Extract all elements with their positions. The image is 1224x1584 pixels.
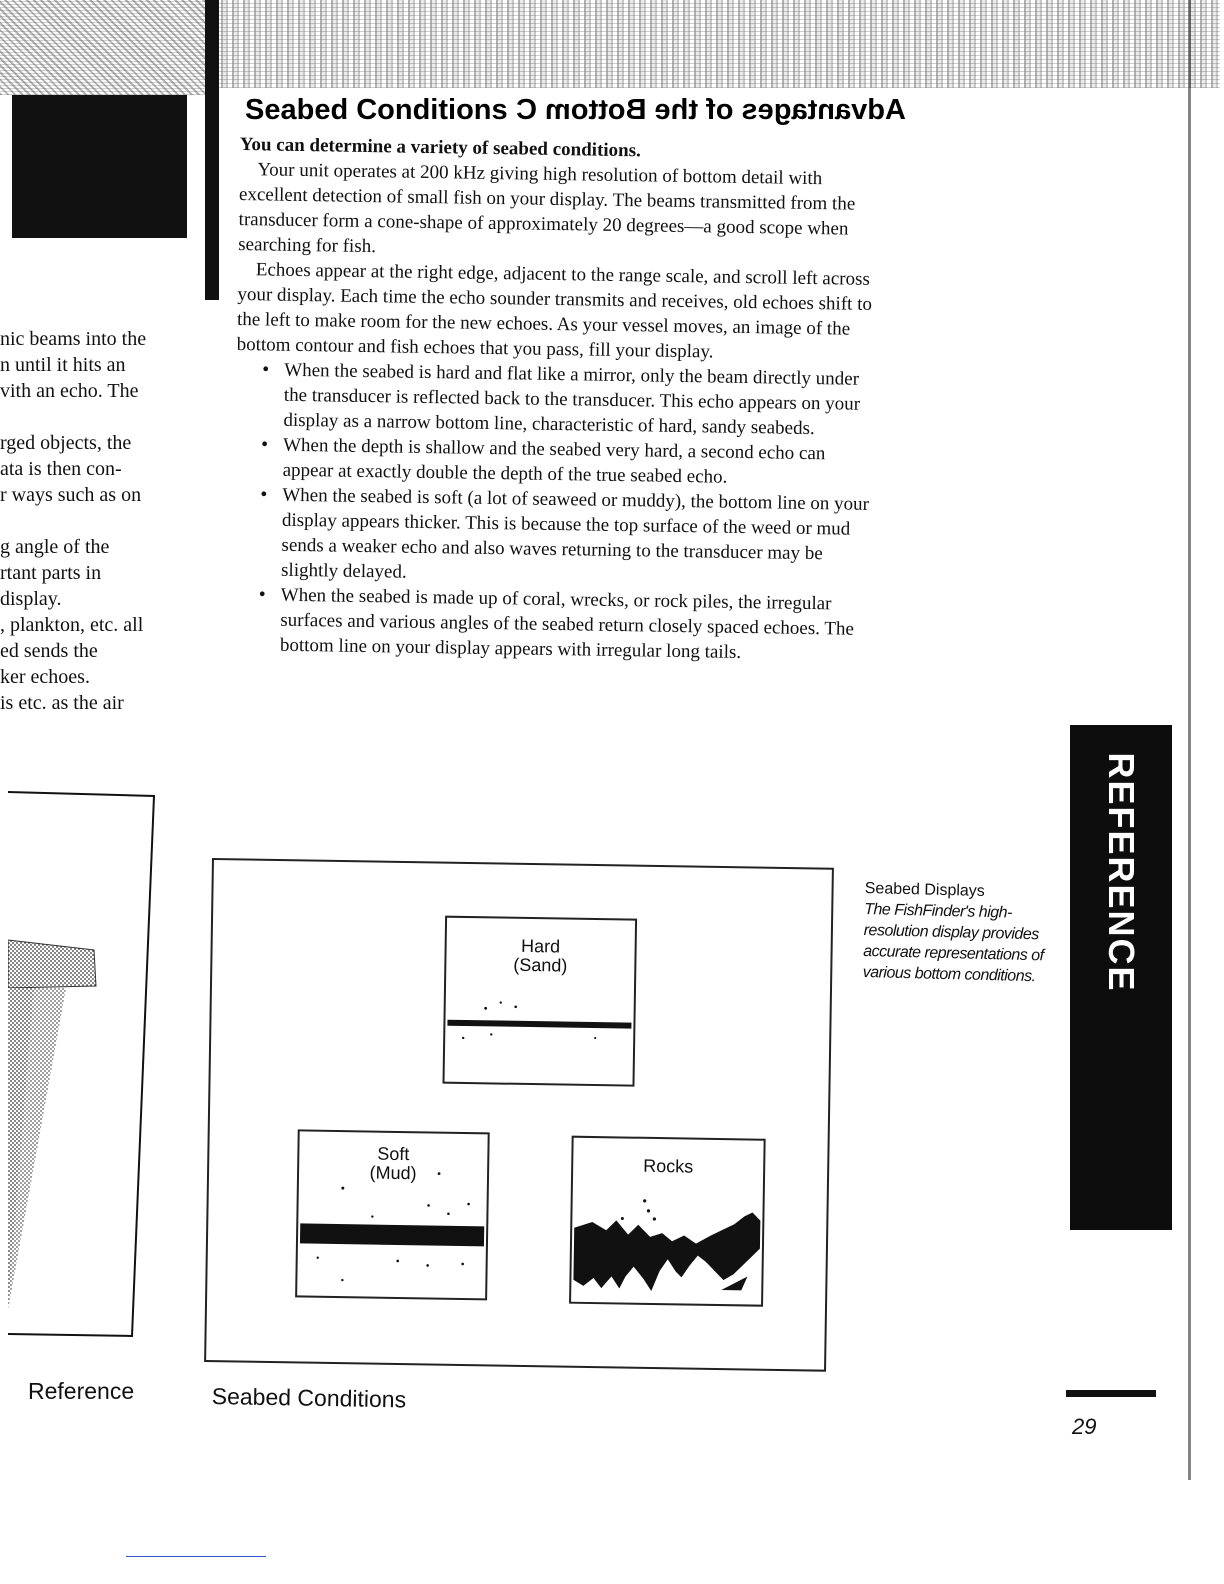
reference-tab-label: REFERENCE [1101, 752, 1142, 993]
page-title [245, 94, 906, 134]
left-black-block [12, 95, 187, 238]
soft-mud-panel [295, 1129, 490, 1300]
title-text: Seabed Conditions [245, 94, 508, 126]
left-line: g angle of the [0, 536, 110, 558]
footer-section-title: Seabed Conditions [211, 1383, 407, 1413]
left-line: r ways such as on [0, 484, 142, 506]
left-line: ed sends the [0, 640, 98, 662]
panel-label: Soft [377, 1143, 410, 1165]
left-line: ker echoes. [0, 666, 90, 688]
left-line [0, 404, 200, 430]
left-line [0, 508, 200, 534]
bullet-item: • When the seabed is made up of coral, wrecks, or rock piles, the irregular surfaces and various angles of the seabed return closely spaced echoes. The bottom line on your display appears with irregular long tails. [232, 582, 873, 667]
bullet-item: • When the seabed is hard and flat like a mirror, only the beam directly under the transducer is reflected back to the transducer. This echo appears on your display as a narrow bottom line, characteristic of hard, sandy seabeds. [235, 357, 876, 442]
reference-tab [1070, 725, 1172, 1230]
panel-label: (Sand) [513, 954, 568, 976]
left-line: is etc. as the air [0, 692, 124, 714]
hard-bottom-echo [445, 918, 636, 1085]
scan-noise-left [0, 0, 210, 95]
scan-noise-top [210, 0, 1220, 88]
mirrored-header: Advantages of the Bottom C [515, 94, 906, 126]
panel-label: Hard [520, 935, 561, 957]
left-line: nic beams into the [0, 328, 147, 350]
panel-label: (Mud) [369, 1162, 417, 1184]
left-line: rtant parts in [0, 562, 102, 584]
left-line: rged objects, the [0, 432, 132, 454]
caption-body: The FishFinder's high-resolution display provides accurate representations of various bottom conditions. [862, 900, 1044, 986]
page-number: 29 [1072, 1414, 1097, 1439]
left-line: , plankton, etc. all [0, 614, 144, 636]
left-line: vith an echo. The [0, 380, 139, 402]
bullet-item: • When the seabed is soft (a lot of seaweed or muddy), the bottom line on your display appears thicker. This is because the top surface of the weed or mud sends a weaker echo and also waves returning to the transducer may be slightly delayed. [233, 482, 874, 592]
intro-paragraph: You can determine a variety of seabed conditions. [239, 133, 642, 162]
soft-bottom-echo [297, 1131, 488, 1298]
bullet-item: • When the depth is shallow and the seabed very hard, a second echo can appear at exactly double the depth of the true seabed echo. [235, 432, 876, 492]
paragraph: Your unit operates at 200 kHz giving high resolution of bottom detail with excellent detection of small fish on your display. The beams transmitted from the transducer form a cone-shape of approximately 20 degrees—a good scope when searching for fish. [238, 159, 856, 258]
hard-sand-panel [442, 916, 637, 1087]
page-binding-shadow [205, 0, 219, 300]
figure-caption [862, 878, 1065, 988]
panel-label: Rocks [643, 1155, 694, 1177]
left-line: ata is then con- [0, 458, 122, 480]
left-column-text [0, 326, 200, 716]
page-edge [1188, 0, 1191, 1480]
paragraph: Echoes appear at the right edge, adjacent to the range scale, and scroll left across your display. Each time the echo sounder transmits and receives, old echoes shift to the left to make room for the new echoes. As your vessel moves, an image of the bottom contour and fish echoes that you pass, fill your display. [236, 259, 873, 363]
footer-left: Reference [28, 1378, 135, 1404]
transducer-illustration [8, 790, 158, 1340]
footer-rule [1066, 1390, 1156, 1397]
rocks-panel [569, 1136, 766, 1307]
left-line: display. [0, 588, 62, 610]
seabed-figure [204, 858, 834, 1372]
caption-title: Seabed Displays [864, 879, 985, 900]
rocks-bottom-echo [571, 1138, 764, 1305]
left-line: n until it hits an [0, 354, 126, 376]
body-text [232, 132, 880, 667]
bottom-line [126, 1556, 266, 1557]
bullet-list [232, 357, 877, 667]
